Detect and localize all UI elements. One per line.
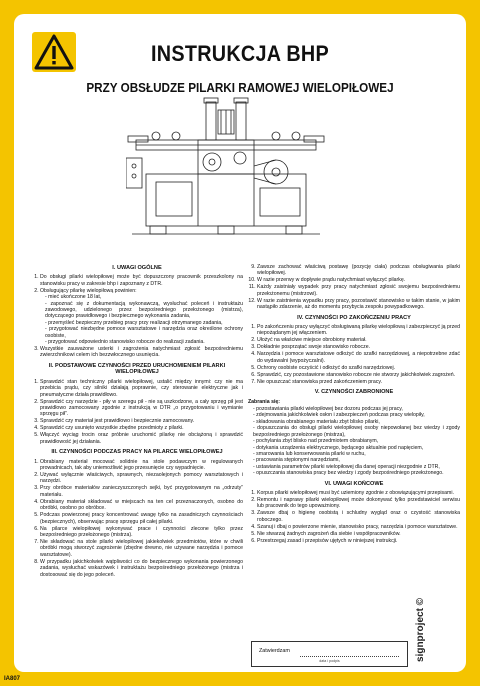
list-item: 4. Sprawdzić czy usunięto wszystkie zbędne przedmioty z pilarki. (40, 425, 243, 431)
brand-label: signproject © (415, 597, 426, 662)
section-4-list (248, 324, 460, 385)
section-title-1: I. UWAGI OGÓLNE (112, 265, 162, 271)
list-item: 12. W razie zaistnienia wypadku przy pracy, pozostawić stanowisko w takim stanie, w jakim nastąpiło zdarzenie, aż do momentu przybycia zespołu powypadkowego. (257, 298, 460, 311)
list-item: 2. Ułożyć na właściwe miejsce obrobiony materiał. (257, 337, 460, 343)
section-title-2: II. PODSTAWOWE CZYNNOŚCI PRZED URUCHOMIENIEM PILARKI WIELOPIŁOWEJ (48, 362, 226, 376)
sub-list-item: - przemyśleć bezpieczny przebieg pracy przy realizacji otrzymanego zadania, (45, 320, 243, 326)
list-item: 1. Korpus pilarki wielopiłowej musi być uziemiony zgodnie z obowiązującymi przepisami. (257, 490, 460, 496)
list-item: 10. W razie przerwy w dopływie prądu natychmiast wyłączyć pilarkę. (257, 277, 460, 283)
prohibited-label: Zabrania się: (248, 398, 281, 405)
right-column (248, 264, 460, 545)
list-item: 4. Obrabiany materiał składować w miejscach na ten cel przeznaczonych, osobno do obróbki, osobno po obróbce. (40, 499, 243, 512)
list-item: 4. Szanuj i dbaj o powierzone mienie, stanowisko pracy, narzędzia i pomoce warsztatowe. (257, 524, 460, 530)
list-item: - dotykania urządzenia elektrycznego, będącego aktualnie pod napięciem, (253, 445, 460, 451)
left-column (31, 264, 243, 579)
document-code: IA807 (4, 676, 21, 682)
list-item-text: Obsługujący pilarkę wielopiłową powinien: (40, 287, 137, 294)
section-6-list (248, 490, 460, 544)
list-item: 1. Obrabiany materiał mocować solidnie na stole podawczym w regulowanych prowadnicach, tak aby uniemożliwić jego przesunięcie czy wypadnięcie. (40, 459, 243, 472)
saw-machine-illustration (126, 96, 326, 246)
sub-list (40, 294, 243, 345)
list-item: 1. Po zakończeniu pracy wyłączyć obsługiwaną pilarkę wielopiłową i zabezpieczyć ją przed niepożądanym jej włączeniem. (257, 324, 460, 337)
list-item: - dopuszczania do obsługi pilarki wielopiłowej osoby niepowołanej bez wiedzy i zgody bezpośredniego przełożonego (mistrza), (253, 425, 460, 438)
approval-label: Zatwierdzam (259, 648, 290, 654)
list-item: - pochylania zbyt blisko nad przedmiotem obrabianym, (253, 438, 460, 444)
list-item: 1. Do obsługi pilarki wielopiłowej może być dopuszczony pracownik przeszkolony na stanowisku pracy w zakresie bhp i zapoznany z DTR. (40, 274, 243, 287)
list-item: 7. Nie składować na stole pilarki wielopiłowej jakiekolwiek przedmiotów, które w chwili obróbki mogą stworzyć zagrożenie (zbędne drewno, nie używane narzędzia i pomoce warsztatowe). (40, 539, 243, 558)
list-item (40, 288, 243, 346)
page-title: INSTRUKCJA BHP (151, 41, 329, 66)
list-item: 6. Sprawdzić, czy pozostawione stanowisko robocze nie stworzy jakichkolwiek zagrożeń. (257, 372, 460, 378)
section-title-6: VI. UWAGI KOŃCOWE (324, 480, 384, 487)
list-item: 5. Włączyć wyciąg trocin oraz próbnie uruchomić pilarkę nie obciążoną i sprawdzić prawidłowość jej działania. (40, 432, 243, 445)
list-item: 3. Zawsze dbaj o higienę osobistą i schludny wygląd oraz o czystość stanowiska roboczego. (257, 510, 460, 523)
list-item: 3. Dokładnie posprzątać swoje stanowisko robocze. (257, 344, 460, 350)
section-2-list (31, 379, 243, 445)
list-item: 1. Sprawdzić stan techniczny pilarki wielopiłowej, ustalić między innymi: czy nie ma przebicia prądu, czy silniki działają poprawnie, czy sterowanie elektryczne jak i pneumatyczne działa prawidłowo. (40, 379, 243, 398)
signature-caption: data i podpis (319, 659, 340, 663)
sub-list-item: - zapoznać się z dokumentacją wykonawczą, wysłuchać poleceń i instruktażu zawodowego, udzielonego przez bezpośredniego przełożonego (mistrza), dotyczącego prawidłowego i bezpiecznego wykonania zadania, (45, 301, 243, 320)
list-item: 7. Nie opuszczać stanowiska przed zakończeniem pracy. (257, 379, 460, 385)
list-item: 6. Na pilarce wielopiłowej wykonywać prace i czynności zlecone tylko przez bezpośredniego przełożonego (mistrza). (40, 526, 243, 539)
list-item: 2. Sprawdzić czy narzędzie - piły w szeregu pił - nie są uszkodzone, a cały sprzęg pił jest prawidłowo zamocowany zgodnie z instrukcją w DTR „o przygotowaniu i wymianie sprzęgu pił”. (40, 399, 243, 418)
list-item: 3. Wszystkie zauważone usterki i zagrożenia natychmiast zgłosić bezpośredniemu zwierzchnikowi celem ich bezzwłocznego usunięcia. (40, 346, 243, 359)
list-item: - zdejmowania jakichkolwiek osłon i zabezpieczeń podczas pracy wielopiły, (253, 412, 460, 418)
list-item: 6. Przestrzegaj zasad i przepisów ujętych w niniejszej instrukcji. (257, 538, 460, 544)
section-title-3: III. CZYNNOŚCI PODCZAS PRACY NA PILARCE WIELOPIŁOWEJ (51, 449, 223, 456)
section-3-list (31, 459, 243, 578)
sub-list-item: - mieć ukończone 18 lat, (45, 294, 243, 300)
section-title-4: IV. CZYNNOŚCI PO ZAKOŃCZENIU PRACY (297, 314, 411, 321)
section-title-5: V. CZYNNOŚCI ZABRONIONE (314, 389, 394, 396)
sub-list-item: - przygotować niezbędne pomoce warsztatowe i narzędzia oraz określone ochrony osobiste, (45, 326, 243, 339)
list-item: 11. Każdy zaistniały wypadek przy pracy natychmiast zgłosić swojemu bezpośredniemu przełożonemu (mistrzowi). (257, 284, 460, 297)
list-item: - smarowania lub konserwowania pilarki w ruchu, (253, 451, 460, 457)
sub-list-item: - przygotować odpowiednio stanowisko robocze do realizacji zadania. (45, 339, 243, 345)
list-item: 4. Narzędzia i pomoce warsztatowe odłożyć do szafki narzędziowej, a niepotrzebne zdać do wydawalni (wypożyczalni). (257, 351, 460, 364)
section-5-list (248, 406, 460, 476)
list-item: 5. Nie stwarzaj żadnych zagrożeń dla siebie i współpracowników. (257, 531, 460, 537)
list-item: - opuszczania stanowiska pracy bez wiedzy i zgody bezpośredniego przełożonego. (253, 470, 460, 476)
list-item: 3. Przy obróbce materiałów zanieczyszczonych sejki, być przygotowanym na „odrzuty” materiału. (40, 485, 243, 498)
list-item: - składowania obrabianego materiału zbyt blisko pilarki, (253, 419, 460, 425)
page-subtitle: PRZY OBSŁUDZE PILARKI RAMOWEJ WIELOPIŁOWEJ (86, 80, 394, 95)
section-1-list (31, 274, 243, 358)
list-item: 8. W przypadku jakichkolwiek wątpliwości co do bezpiecznego wykonania powierzonego zadania, wysłuchać wskazówek i instruktażu bezpośredniego przełożonego (mistrza i dostosować się do jego poleceń. (40, 559, 243, 578)
list-item: 9. Zawsze zachować właściwą postawę (pozycję ciała) podczas obsługiwania pilarki wielopiłowej. (257, 264, 460, 277)
list-item: - ustawiania parametrów pilarki wielopiłowej dla danej operacji niezgodnie z DTR, (253, 464, 460, 470)
list-item: 2. Remontu i naprawy pilarki wielopiłowej może dokonywać tylko przedstawiciel serwisu lub pracownik do tego upoważniony. (257, 497, 460, 510)
list-item: - pracowania stępionymi narzędziami, (253, 457, 460, 463)
list-item: 5. Podczas powierzonej pracy koncentrować uwagę tylko na zasadniczych czynnościach (bezpiecznych), obserwując pracę sprzęgu pił całej pilarki. (40, 512, 243, 525)
instruction-sheet (14, 14, 466, 672)
list-item: - pozostawiania pilarki wielopiłowej bez dozoru podczas jej pracy, (253, 406, 460, 412)
list-item: 2. Używać wyłącznie właściwych, sprawnych, niezaolejonych pomocy warsztatowych i narzędzi. (40, 472, 243, 485)
approval-signature-box (251, 641, 408, 667)
list-item: 3. Sprawdzić czy materiał jest prawidłowo i bezpiecznie zamocowany. (40, 418, 243, 424)
signature-line (300, 656, 399, 657)
list-item: 5. Ochrony osobiste oczyścić i odłożyć do szafki narzędziowej. (257, 365, 460, 371)
section-3-list-continued (248, 264, 460, 311)
